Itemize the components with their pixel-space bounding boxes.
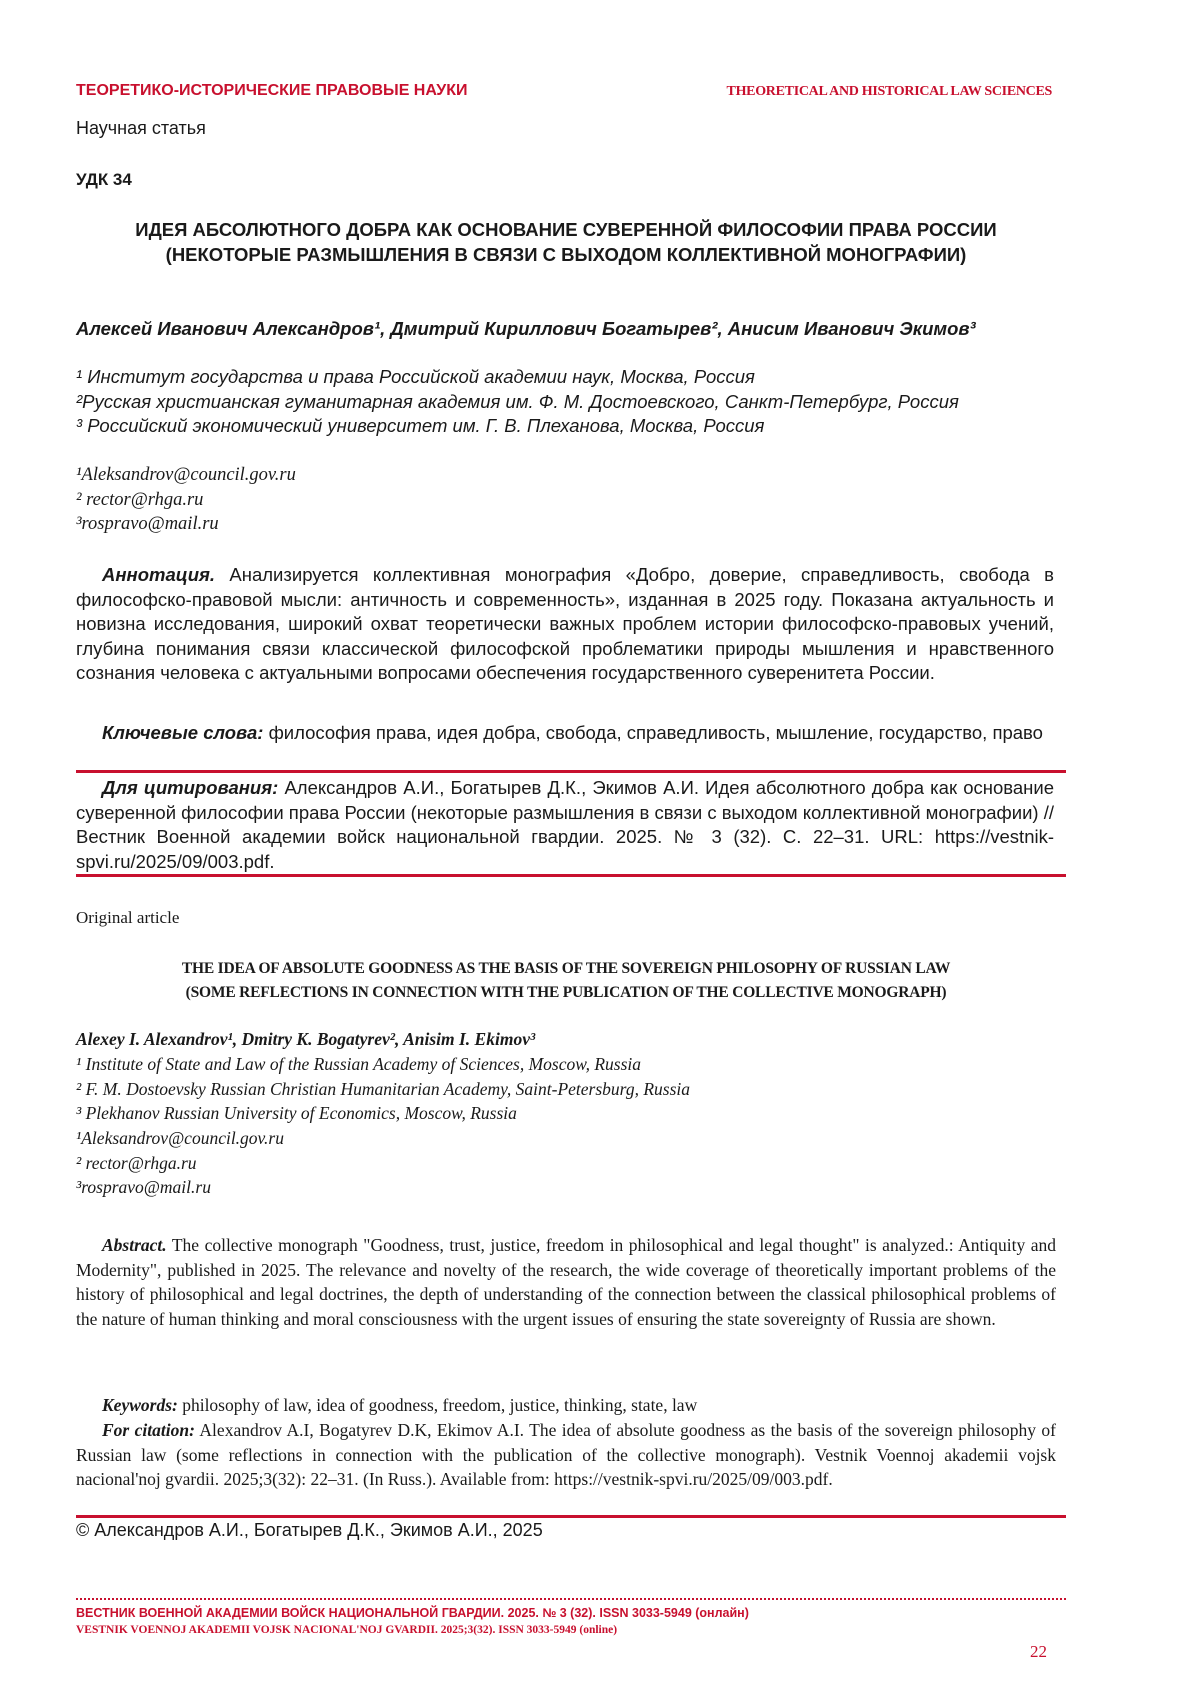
- email-link-ru-3[interactable]: ³rospravo@mail.ru: [76, 514, 219, 534]
- divider-line: [76, 874, 1066, 877]
- divider-line: [76, 1515, 1066, 1518]
- abstract-en-text: The collective monograph "Goodness, trust, justice, freedom in philosophical and legal thought" is analyzed.: Antiquity and Modernity", published in 2025. The relevance and novelty of the research, the wide coverage of theoretically important problems of the history of philosophical and legal doctrines, the depth of understanding of the connection between the classical philosophical problems of the nature of human thinking and moral consciousness with the urgent issues of ensuring the state sovereignty of Russia are shown.: [76, 1235, 1056, 1330]
- keywords-en: [76, 1393, 1056, 1418]
- abstract-ru: [76, 563, 1054, 686]
- authors-en: Alexey I. Alexandrov¹, Dmitry K. Bogatyrev², Anisim I. Ekimov³: [76, 1029, 536, 1049]
- citation-en: [76, 1418, 1056, 1492]
- keywords-ru: [76, 721, 1054, 746]
- affiliation-en-3: ³ Plekhanov Russian University of Economics, Moscow, Russia: [76, 1103, 517, 1124]
- authors-ru: Алексей Иванович Александров¹, Дмитрий Кириллович Богатырев², Анисим Иванович Экимов³: [76, 318, 976, 339]
- page-number: 22: [1030, 1642, 1047, 1661]
- affiliation-ru-1: ¹ Институт государства и права Российской академии наук, Москва, Россия: [76, 366, 755, 387]
- divider-line: [76, 770, 1066, 773]
- copyright-notice: © Александров А.И., Богатырев Д.К., Экимов А.И., 2025: [76, 1520, 543, 1540]
- affiliation-en-2: ² F. M. Dostoevsky Russian Christian Humanitarian Academy, Saint-Petersburg, Russia: [76, 1078, 690, 1099]
- email-link-ru-1[interactable]: ¹Aleksandrov@council.gov.ru: [76, 465, 296, 485]
- article-type-en: Original article: [76, 908, 180, 927]
- keywords-ru-label: Ключевые слова:: [102, 722, 264, 743]
- emails-ru: [76, 463, 1054, 537]
- keywords-en-text: philosophy of law, idea of goodness, freedom, justice, thinking, state, law: [182, 1395, 698, 1415]
- abstract-en-label: Abstract.: [102, 1235, 167, 1255]
- footer-dotted-divider: [76, 1598, 1066, 1600]
- udk-code: УДК 34: [76, 170, 132, 189]
- email-link-en-2[interactable]: ² rector@rhga.ru: [76, 1152, 197, 1173]
- abstract-en: [76, 1233, 1056, 1332]
- emails-en: [76, 1126, 1056, 1200]
- footer-journal-ru: ВЕСТНИК ВОЕННОЙ АКАДЕМИИ ВОЙСК НАЦИОНАЛЬНОЙ ГВАРДИИ. 2025. № 3 (32). ISSN 3033-5949 (онлайн): [76, 1606, 749, 1620]
- article-title-en-line1: THE IDEA OF ABSOLUTE GOODNESS AS THE BASIS OF THE SOVEREIGN PHILOSOPHY OF RUSSIAN LAW: [181, 960, 951, 977]
- affiliation-en-1: ¹ Institute of State and Law of the Russian Academy of Sciences, Moscow, Russia: [76, 1054, 642, 1074]
- article-title-en-line2: (SOME REFLECTIONS IN CONNECTION WITH THE PUBLICATION OF THE COLLECTIVE MONOGRAPH): [185, 984, 947, 1001]
- citation-ru: [76, 776, 1054, 874]
- affiliations-en: [76, 1052, 1056, 1126]
- running-header-section-ru: ТЕОРЕТИКО-ИСТОРИЧЕСКИЕ ПРАВОВЫЕ НАУКИ: [76, 82, 468, 99]
- citation-ru-text: Александров А.И., Богатырев Д.К., Экимов А.И. Идея абсолютного добра как основание суверенной философии права России (некоторые размышления в связи с выходом коллективной монографии) // Вестник Военной академии войск национальной гвардии. 2025. № 3 (32). С. 22–31. URL: https://vestnik-spvi.ru/2025/09/003.pdf.: [76, 777, 1055, 872]
- article-title-en: [76, 957, 1056, 1005]
- article-title-ru-line2: (НЕКОТОРЫЕ РАЗМЫШЛЕНИЯ В СВЯЗИ С ВЫХОДОМ КОЛЛЕКТИВНОЙ МОНОГРАФИИ): [165, 244, 967, 265]
- affiliation-ru-3: ³ Российский экономический университет им. Г. В. Плеханова, Москва, Россия: [76, 415, 765, 436]
- citation-ru-label: Для цитирования:: [102, 777, 279, 798]
- affiliations-ru: [76, 365, 1054, 439]
- affiliation-ru-2: ²Русская христианская гуманитарная академия им. Ф. М. Достоевского, Санкт-Петербург, Россия: [76, 390, 959, 412]
- article-title-ru-line1: ИДЕЯ АБСОЛЮТНОГО ДОБРА КАК ОСНОВАНИЕ СУВЕРЕННОЙ ФИЛОСОФИИ ПРАВА РОССИИ: [135, 219, 997, 240]
- email-link-ru-2[interactable]: ² rector@rhga.ru: [76, 489, 204, 510]
- running-header-section-en: THEORETICAL AND HISTORICAL LAW SCIENCES: [726, 84, 1052, 99]
- footer-journal-en: VESTNIK VOENNOJ AKADEMII VOJSK NACIONAL'NOJ GVARDII. 2025;3(32). ISSN 3033-5949 (online): [76, 1624, 618, 1636]
- article-title-ru: [76, 217, 1056, 267]
- abstract-ru-text: Анализируется коллективная монография «Добро, доверие, справедливость, свобода в философско-правовой мысли: античность и современность», изданная в 2025 году. Показана актуальность и новизна исследования, широкий охват теоретически важных проблем истории философско-правовых учений, глубина понимания связи классической философской проблематики природы мышления и нравственного сознания человека с актуальными вопросами обеспечения государственного суверенитета России.: [76, 564, 1054, 683]
- citation-en-label: For citation:: [102, 1420, 195, 1440]
- article-type-ru: Научная статья: [76, 118, 206, 138]
- keywords-en-label: Keywords:: [102, 1395, 178, 1415]
- citation-en-text: Alexandrov A.I, Bogatyrev D.K, Ekimov A.I. The idea of absolute goodness as the basis of the sovereign philosophy of Russian law (some reflections in connection with the publication of the collective monograph). Vestnik Voennoj akademii vojsk nacional'noj gvardii. 2025;3(32): 22–31. (In Russ.). Available from: https://vestnik-spvi.ru/2025/09/003.pdf.: [76, 1420, 1056, 1490]
- email-link-en-1[interactable]: ¹Aleksandrov@council.gov.ru: [76, 1128, 284, 1148]
- keywords-ru-text: философия права, идея добра, свобода, справедливость, мышление, государство, право: [268, 722, 1043, 743]
- abstract-ru-label: Аннотация.: [102, 564, 216, 585]
- email-link-en-3[interactable]: ³rospravo@mail.ru: [76, 1177, 211, 1198]
